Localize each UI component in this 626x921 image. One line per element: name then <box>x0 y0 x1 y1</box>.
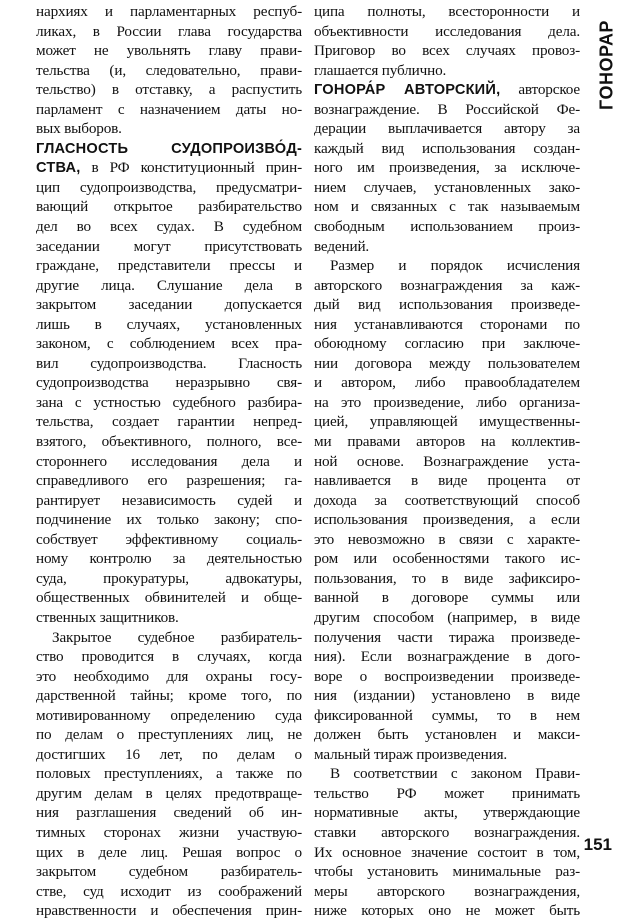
line-text: ного им произведения, за исключе- <box>314 159 580 177</box>
text-line <box>314 119 580 139</box>
text-line <box>36 882 302 902</box>
entry-headword: СТВА, <box>36 160 81 177</box>
line-text: тельство) в отставку, а распустить <box>36 81 302 99</box>
text-line <box>314 315 580 335</box>
line-text: щих в деле лиц. Решая вопрос о <box>36 843 302 861</box>
line-text: вых выборов. <box>36 120 122 138</box>
line-text: дел во всех судах. В судебном <box>36 218 302 236</box>
text-line <box>314 197 580 217</box>
entry-headword: ГЛАСНОСТЬ СУДОПРОИЗВО́Д- <box>36 140 302 157</box>
line-text: чтобы установить минимальные раз- <box>314 863 580 881</box>
line-text: другие лица. Слушание дела в <box>36 276 302 294</box>
text-line <box>314 217 580 237</box>
text-line <box>36 22 302 42</box>
line-text: собствует эффективному социаль- <box>36 530 302 548</box>
line-text: в РФ конституционный прин- <box>80 159 302 177</box>
line-text: ния (издании) установлено в виде <box>314 687 580 705</box>
line-text: граждане, представители прессы и <box>36 257 302 275</box>
line-text: дарственной тайны; кроме того, по <box>36 687 302 705</box>
text-line <box>314 862 580 882</box>
line-text: ной основе. Вознаграждение уста- <box>314 452 580 470</box>
text-line <box>36 784 302 804</box>
text-line <box>314 393 580 413</box>
line-text: стве, суд исходит из соображений <box>36 882 302 900</box>
line-text: ципа полноты, всесторонности и <box>314 3 580 20</box>
line-text: глашается публично. <box>314 61 447 79</box>
line-text: нием случаев, установленных зако- <box>314 178 580 196</box>
line-text: объективности исследования дела. <box>314 22 580 40</box>
line-text: воре о воспроизведении произведе- <box>314 667 580 685</box>
text-line <box>314 158 580 178</box>
text-line <box>314 823 580 843</box>
text-line <box>36 412 302 432</box>
line-text: ном и связанных с так называемым <box>314 198 580 216</box>
text-line <box>36 803 302 823</box>
line-text: на это произведение, либо организа- <box>314 393 580 411</box>
line-text: нормативные акты, утверждающие <box>314 804 580 822</box>
text-line <box>36 569 302 589</box>
line-text: нравственности и обеспечения прин- <box>36 902 302 920</box>
text-line <box>36 373 302 393</box>
line-text: обоюдному согласию при заключе- <box>314 335 580 353</box>
text-line <box>36 452 302 472</box>
line-text: другим делам в целях предотвраще- <box>36 784 302 802</box>
line-text: ния разглашения сведений об ин- <box>36 804 302 822</box>
line-text: законом, с соблюдением всех пра- <box>36 335 302 353</box>
line-text: Их основное значение состоит в том, <box>314 843 580 861</box>
text-line <box>314 412 580 432</box>
line-text: вил судопроизводства. Гласность <box>36 354 302 372</box>
line-text: закрытом судебном разбиратель- <box>36 863 302 881</box>
line-text: ми правами авторов на коллектив- <box>314 433 580 451</box>
text-line <box>36 843 302 863</box>
line-text: цип судопроизводства, предусматри- <box>36 178 302 196</box>
text-line <box>314 61 580 81</box>
line-text: по делам о преступлениях лиц, не <box>36 726 302 744</box>
text-line <box>36 295 302 315</box>
text-line <box>314 22 580 42</box>
text-line <box>36 628 302 648</box>
text-line <box>314 628 580 648</box>
text-line <box>36 588 302 608</box>
line-text: использования произведения, а если <box>314 511 580 529</box>
text-line <box>36 2 302 22</box>
line-text: ликах, в России глава государства <box>36 22 302 40</box>
text-line <box>36 725 302 745</box>
text-line <box>36 334 302 354</box>
text-line <box>36 549 302 569</box>
line-text: нии договора между пользователем <box>314 354 580 372</box>
line-text: пользования, то в виде зафиксиро- <box>314 569 580 587</box>
text-line <box>314 686 580 706</box>
line-text: парламент с назначением даты но- <box>36 100 302 118</box>
text-line <box>314 100 580 120</box>
text-line <box>314 608 580 628</box>
line-text: ному контролю за деятельностью <box>36 550 302 568</box>
line-text: вающий открытое разбирательство <box>36 198 302 216</box>
line-text: это невозможно в связи с характе- <box>314 530 580 548</box>
text-line <box>36 608 302 628</box>
line-text: мотивированному определению суда <box>36 706 302 724</box>
line-text: ния устанавливаются сторонами по <box>314 315 580 333</box>
line-text: заседании могут присутствовать <box>36 237 302 255</box>
line-text: общественных обвинителей и обще- <box>36 589 302 607</box>
text-line <box>314 491 580 511</box>
text-line <box>314 764 580 784</box>
line-text: лишь в случаях, установленных <box>36 315 302 333</box>
text-line <box>36 862 302 882</box>
text-line <box>314 2 580 22</box>
line-text: ром или особенностями такого ис- <box>314 550 580 568</box>
text-line <box>314 549 580 569</box>
text-line <box>36 256 302 276</box>
text-line <box>314 139 580 159</box>
text-line <box>314 706 580 726</box>
line-text: взятого, объективного, полного, все- <box>36 433 302 451</box>
text-line <box>314 334 580 354</box>
text-line <box>36 354 302 374</box>
line-text: цией, управляющей имущественны- <box>314 413 580 431</box>
text-line <box>36 217 302 237</box>
line-text: вознаграждение. В Российской Фе- <box>314 100 580 118</box>
line-text: Приговор во всех случаях провоз- <box>314 42 580 60</box>
running-head <box>594 20 620 110</box>
line-text: другим способом (например, в виде <box>314 608 580 626</box>
text-line <box>36 315 302 335</box>
text-line <box>36 158 302 178</box>
line-text: тельства (и, следовательно, прави- <box>36 61 302 79</box>
line-text: фиксированной суммы, то в нем <box>314 706 580 724</box>
text-line <box>314 803 580 823</box>
line-text: закрытом заседании допускается <box>36 296 302 314</box>
line-text: рантирует независимость судей и <box>36 491 302 509</box>
text-line <box>36 178 302 198</box>
text-line <box>36 647 302 667</box>
text-line <box>314 882 580 902</box>
text-line <box>314 510 580 530</box>
line-text: ванной в договоре суммы или <box>314 589 580 607</box>
line-text: каждый вид использования создан- <box>314 139 580 157</box>
text-line <box>36 686 302 706</box>
text-line <box>36 41 302 61</box>
line-text: меры авторского вознаграждения, <box>314 882 580 900</box>
text-line <box>314 432 580 452</box>
running-head-text: ГОНОРАР <box>596 20 617 110</box>
line-text: достигших 16 лет, по делам о <box>36 745 302 763</box>
text-line <box>314 41 580 61</box>
line-text: нархиях и парламентарных респуб- <box>36 3 302 20</box>
line-text: ведений. <box>314 237 370 255</box>
entry-headword: ГОНОРА́Р АВТОРСКИЙ, <box>314 82 501 99</box>
line-text: тельство РФ может принимать <box>314 784 580 802</box>
line-text: Закрытое судебное разбиратель- <box>52 628 302 646</box>
line-text: авторское <box>500 81 580 99</box>
text-line <box>314 784 580 804</box>
page-number: 151 <box>583 835 612 854</box>
text-line <box>36 139 302 159</box>
line-text: половых преступлениях, а также по <box>36 765 302 783</box>
text-line <box>36 530 302 550</box>
text-line <box>36 393 302 413</box>
line-text: дый вид использования произведе- <box>314 296 580 314</box>
text-line <box>36 491 302 511</box>
text-line <box>314 178 580 198</box>
line-text: ственных защитников. <box>36 608 179 626</box>
text-line <box>36 764 302 784</box>
text-line <box>314 354 580 374</box>
text-line <box>36 197 302 217</box>
line-text: тельства, создает гарантии непред- <box>36 413 302 431</box>
text-line <box>36 823 302 843</box>
line-text: стороннего исследования дела и <box>36 452 302 470</box>
line-text: В соответствии с законом Прави- <box>330 765 580 783</box>
line-text: дерации выплачивается автору за <box>314 120 580 138</box>
text-line <box>314 725 580 745</box>
line-text: может не увольнять главу прави- <box>36 42 302 60</box>
text-line <box>36 119 302 139</box>
line-text: ство проводится в случаях, когда <box>36 648 302 666</box>
text-line <box>314 256 580 276</box>
line-text: навливается в виде процента от <box>314 472 580 490</box>
text-line <box>36 61 302 81</box>
line-text: ниже которых оно не может быть <box>314 902 580 920</box>
text-line <box>314 452 580 472</box>
text-line <box>36 706 302 726</box>
text-line <box>36 471 302 491</box>
line-text: дохода за соответствующий способ <box>314 491 580 509</box>
line-text: авторского вознаграждения за каж- <box>314 276 580 294</box>
text-line <box>314 569 580 589</box>
text-line <box>36 237 302 257</box>
line-text: тимных сторонах жизни участвую- <box>36 823 302 841</box>
text-line <box>314 276 580 296</box>
line-text: справедливого его разрешения; га- <box>36 472 302 490</box>
text-line <box>314 745 580 765</box>
text-line <box>314 80 580 100</box>
text-line <box>314 843 580 863</box>
text-line <box>314 647 580 667</box>
text-line <box>314 237 580 257</box>
text-line <box>36 510 302 530</box>
line-text: это необходимо для охраны госу- <box>36 667 302 685</box>
text-line <box>36 745 302 765</box>
text-line <box>314 530 580 550</box>
line-text: Размер и порядок исчисления <box>330 257 580 275</box>
line-text: свободным использованием произ- <box>314 218 580 236</box>
text-line <box>314 588 580 608</box>
text-line <box>36 276 302 296</box>
text-line <box>36 667 302 687</box>
text-line <box>314 295 580 315</box>
text-line <box>36 901 302 921</box>
text-line <box>314 667 580 687</box>
text-line <box>36 80 302 100</box>
text-line <box>314 901 580 921</box>
line-text: ставки авторского вознаграждения. <box>314 823 580 841</box>
line-text: суда, прокуратуры, адвокатуры, <box>36 569 302 587</box>
right-text-column <box>314 2 580 921</box>
text-line <box>36 100 302 120</box>
left-text-column <box>36 2 302 921</box>
line-text: судопроизводства неразрывно свя- <box>36 374 302 392</box>
line-text: и автором, либо правообладателем <box>314 374 580 392</box>
line-text: зана с устностью судебного разбира- <box>36 393 302 411</box>
text-line <box>36 432 302 452</box>
line-text: ния). Если вознаграждение в дого- <box>314 648 580 666</box>
line-text: получения части тиража произведе- <box>314 628 580 646</box>
line-text: подчинение их только закону; спо- <box>36 511 302 529</box>
line-text: мальный тираж произведения. <box>314 745 508 763</box>
text-line <box>314 471 580 491</box>
text-line <box>314 373 580 393</box>
line-text: должен быть установлен и макси- <box>314 726 580 744</box>
